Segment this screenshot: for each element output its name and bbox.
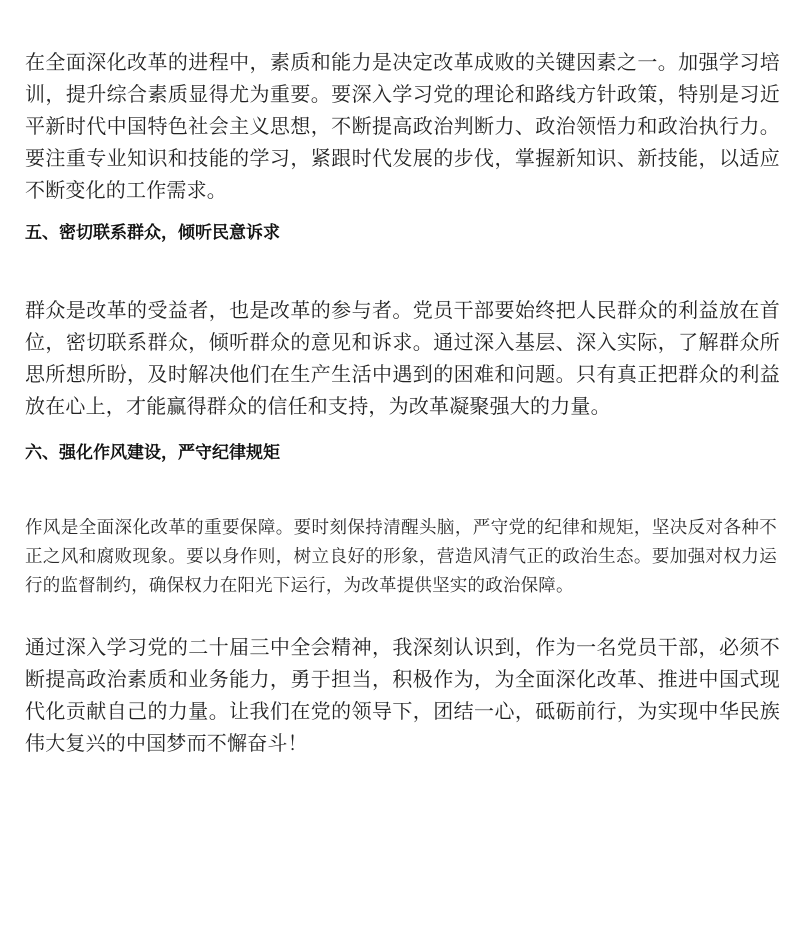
section-heading-six: 六、强化作风建设，严守纪律规矩	[25, 443, 280, 463]
section-heading-five: 五、密切联系群众，倾听民意诉求	[25, 223, 280, 243]
paragraph-training: 在全面深化改革的进程中，素质和能力是决定改革成败的关键因素之一。加强学习培训，提升综合素质显得尤为重要。要深入学习党的理论和路线方针政策，特别是习近平新时代中国特色社会主义思想，不断提高政治判断力、政治领悟力和政治执行力。要注重专业知识和技能的学习，紧跟时代发展的步伐，掌握新知识、新技能，以适应不断变化的工作需求。	[25, 50, 780, 202]
paragraph-conclusion: 通过深入学习党的二十届三中全会精神，我深刻认识到，作为一名党员干部，必须不断提高政治素质和业务能力，勇于担当，积极作为，为全面深化改革、推进中国式现代化贡献自己的力量。让我们在党的领导下，团结一心，砥砺前行，为实现中华民族伟大复兴的中国梦而不懈奋斗！	[25, 635, 780, 755]
paragraph-work-style: 作风是全面深化改革的重要保障。要时刻保持清醒头脑，严守党的纪律和规矩，坚决反对各种不正之风和腐败现象。要以身作则，树立良好的形象，营造风清气正的政治生态。要加强对权力运行的监督制约，确保权力在阳光下运行，为改革提供坚实的政治保障。	[25, 518, 777, 596]
paragraph-masses: 群众是改革的受益者，也是改革的参与者。党员干部要始终把人民群众的利益放在首位，密切联系群众，倾听群众的意见和诉求。通过深入基层、深入实际，了解群众所思所想所盼，及时解决他们在生产生活中遇到的困难和问题。只有真正把群众的利益放在心上，才能赢得群众的信任和支持，为改革凝聚强大的力量。	[25, 298, 780, 418]
